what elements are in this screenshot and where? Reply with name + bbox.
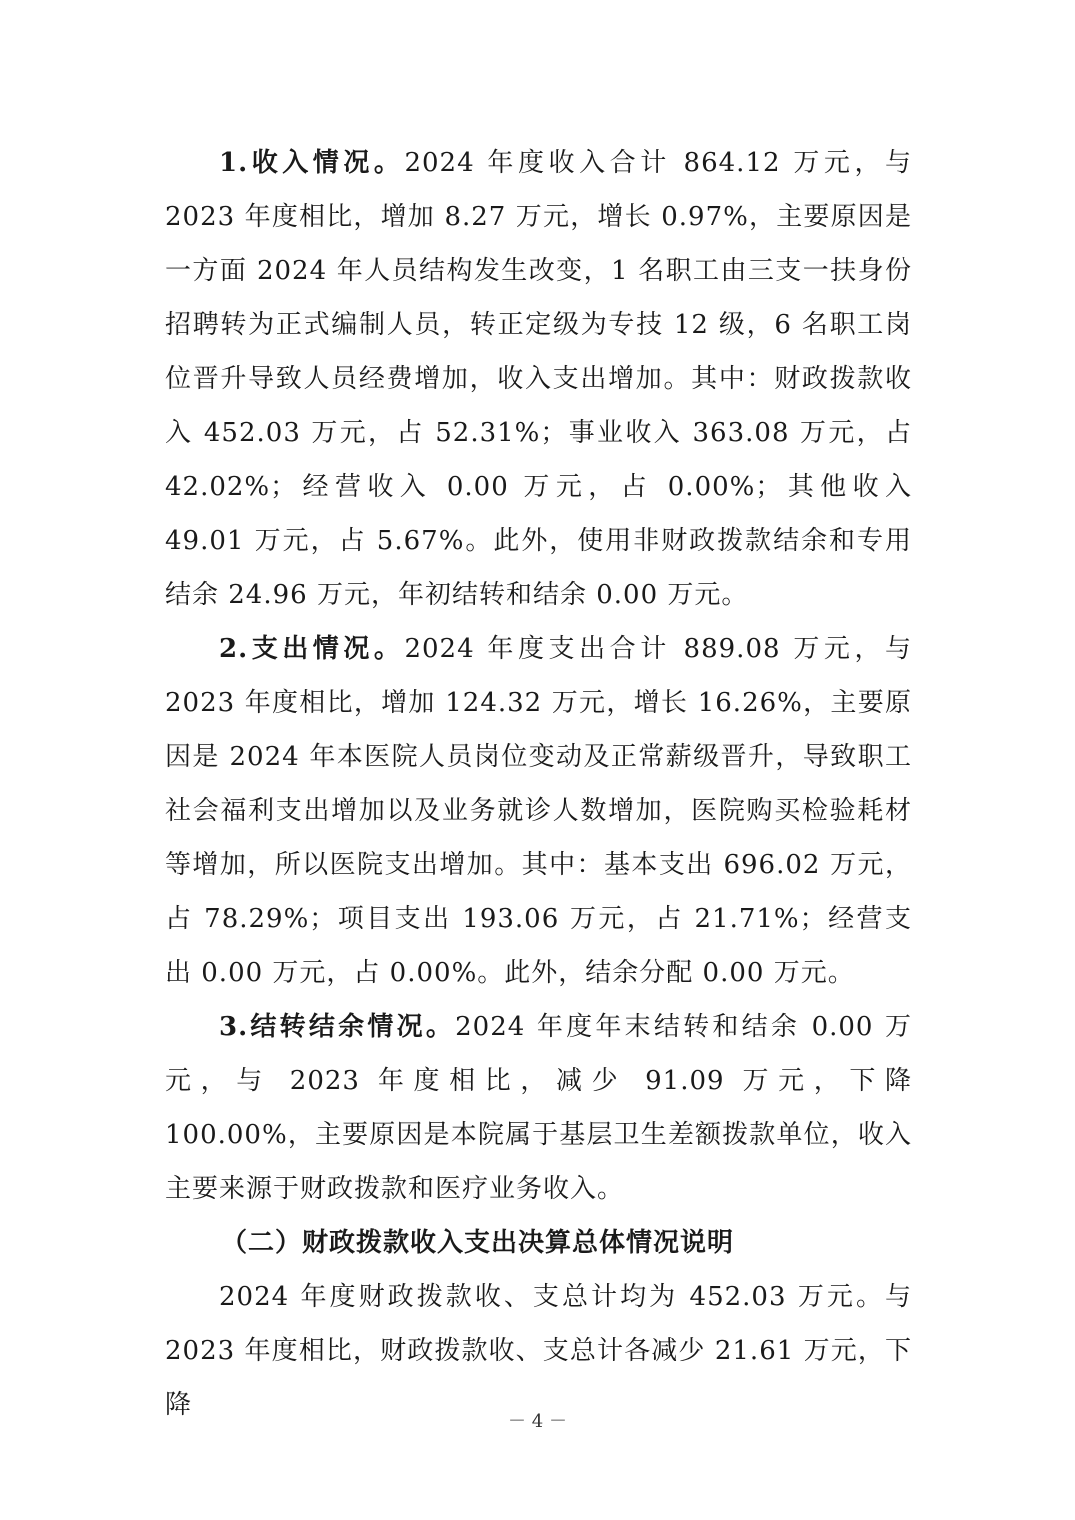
expenditure-paragraph xyxy=(165,622,912,1000)
fiscal-paragraph: 2024 年度财政拨款收、支总计均为 452.03 万元。与 2023 年度相比，财政拨款收、支总计各减少 21.61 万元，下降 xyxy=(165,1282,912,1420)
balance-paragraph xyxy=(165,1000,912,1216)
page-number: － 4 － xyxy=(508,1411,567,1432)
balance-heading: 3.结转结余情况。 xyxy=(219,1012,456,1042)
balance-text: 2024 年度年末结转和结余 0.00 万元，与 2023 年度相比，减少 91.09 万元，下降 100.00%，主要原因是本院属于基层卫生差额拨款单位，收入主要来源于财政拨款和医疗业务收入。 xyxy=(165,1012,912,1204)
income-paragraph xyxy=(165,136,912,622)
income-text: 2024 年度收入合计 864.12 万元，与 2023 年度相比，增加 8.27 万元，增长 0.97%，主要原因是一方面 2024 年人员结构发生改变，1 名职工由三支一扶身份招聘转为正式编制人员，转正定级为专技 12 级，6 名职工岗位晋升导致人员经费增加，收入支出增加。其中：财政拨款收入 452.03 万元，占 52.31%；事业收入 363.08 万元，占 42.02%；经营收入 0.00 万元，占 0.00%；其他收入 49.01 万元，占 5.67%。此外，使用非财政拨款结余和专用结余 24.96 万元，年初结转和结余 0.00 万元。 xyxy=(165,148,912,610)
page-body xyxy=(165,136,912,1432)
expenditure-heading: 2.支出情况。 xyxy=(219,634,405,664)
income-heading: 1.收入情况。 xyxy=(219,148,405,178)
fiscal-section-heading: （二）财政拨款收入支出决算总体情况说明 xyxy=(221,1228,735,1258)
expenditure-text: 2024 年度支出合计 889.08 万元，与 2023 年度相比，增加 124.32 万元，增长 16.26%，主要原因是 2024 年本医院人员岗位变动及正常薪级晋升，导致职工社会福利支出增加以及业务就诊人数增加，医院购买检验耗材等增加，所以医院支出增加。其中：基本支出 696.02 万元，占 78.29%；项目支出 193.06 万元，占 21.71%；经营支出 0.00 万元，占 0.00%。此外，结余分配 0.00 万元。 xyxy=(165,634,912,988)
